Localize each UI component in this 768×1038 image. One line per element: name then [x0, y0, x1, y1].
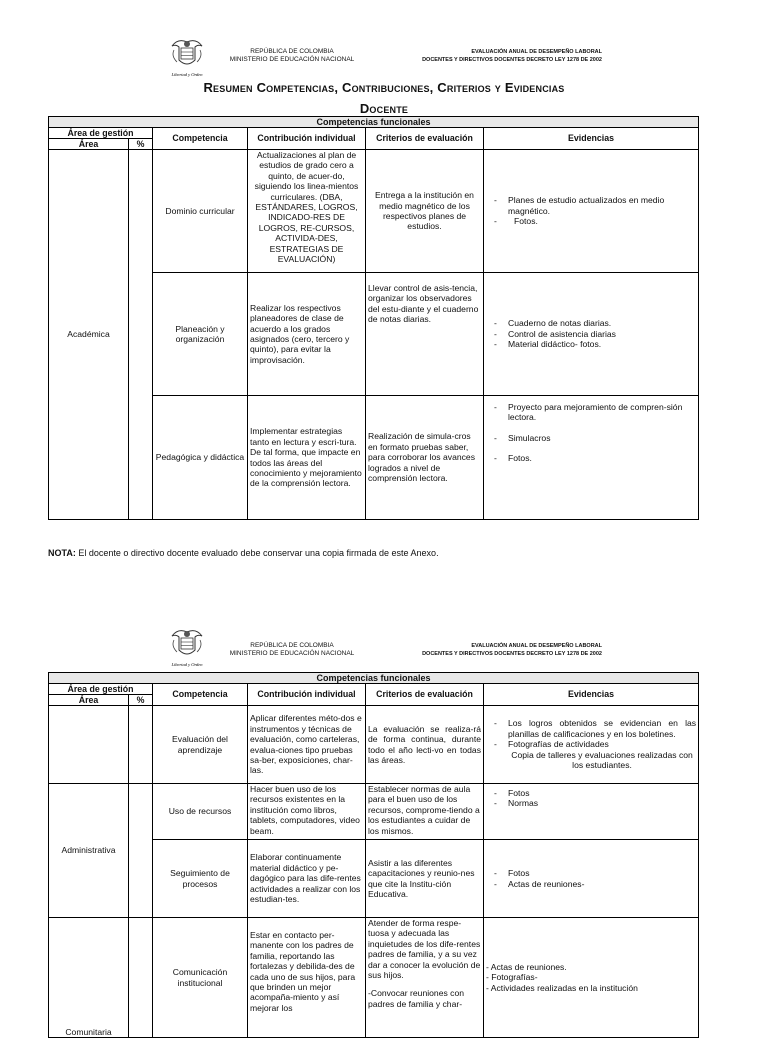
evidencias-cell: [484, 784, 699, 840]
area-header: Área: [49, 695, 129, 706]
evidencias-cell: [484, 273, 699, 396]
evidencias-cell: [484, 840, 699, 918]
list-item: - Fotos: [508, 788, 696, 798]
footnote: NOTA: El docente o directivo docente evaluado debe conservar una copia firmada de este Anexo.: [48, 548, 439, 558]
page-header-2: [0, 626, 768, 676]
evidencias-cell: [484, 706, 699, 784]
criterios-header: Criterios de evaluación: [366, 684, 484, 706]
criterios-cell: La evaluación se realiza-rá de forma continua, durante todo el año lecti-vo en todas las áreas.: [366, 706, 484, 784]
evidence-note: Copia de talleres y evaluaciones realizadas con los estudiantes.: [511, 749, 693, 771]
list-item: - Material didáctico- fotos.: [508, 339, 696, 349]
area-cell: [49, 706, 129, 784]
area-cell: Administrativa: [49, 784, 129, 918]
area-group-header: Área de gestión: [49, 684, 153, 695]
competencia-cell: Dominio curricular: [153, 150, 248, 273]
contribucion-cell: Actualizaciones al plan de estudios de grado cero a quinto, de acuer-do, siguiendo los linea-mientos curriculares. (DBA, ESTÁNDARES, LOGROS, INDICADO-RES DE LOGROS, RE-CURSOS, ACTIVIDA-DES, ESTRATEGIAS DE EVALUACIÓN): [248, 150, 366, 273]
competencies-table-1: [48, 116, 699, 520]
decree-label: DOCENTES Y DIRECTIVOS DOCENTES DECRETO LEY 1278 DE 2002: [422, 57, 602, 63]
area-cell: Académica: [49, 150, 129, 520]
evidencias-cell: [484, 396, 699, 520]
list-item: - Proyecto para mejoramiento de compren-sión lectora.: [508, 402, 696, 423]
band-header: Competencias funcionales: [49, 117, 699, 128]
list-item: - Fotos: [508, 868, 696, 878]
table-row: [49, 150, 699, 273]
ministry-label: MINISTERIO DE EDUCACIÓN NACIONAL: [229, 56, 355, 63]
list-item: - Los logros obtenidos se evidencian en las planillas de calificaciones y en los boletines.: [508, 718, 696, 739]
contribucion-cell: Hacer buen uso de los recursos existentes en la institución como libros, tablets, computadores, video beam.: [248, 784, 366, 840]
percent-cell: [129, 706, 153, 784]
competencia-cell: Evaluación del aprendizaje: [153, 706, 248, 784]
area-cell: Comunitaria: [49, 918, 129, 1038]
percent-cell: [129, 150, 153, 520]
evidencias-header: Evidencias: [484, 684, 699, 706]
svg-text:Libertad y Orden: Libertad y Orden: [171, 72, 203, 77]
competencies-table-2: [48, 672, 699, 1038]
evidencias-header: Evidencias: [484, 128, 699, 150]
contribucion-cell: Realizar los respectivos planeadores de clase de acuerdo a los grados asignados (cero, tercero y quinto), para evitar la improvisación.: [248, 273, 366, 396]
list-item: - Cuaderno de notas diarias.: [508, 318, 696, 328]
list-item: - Actas de reuniones.: [486, 961, 567, 972]
competencia-cell: Planeación y organización: [153, 273, 248, 396]
list-item: - Normas: [508, 798, 696, 808]
competencia-header: Competencia: [153, 684, 248, 706]
evaluation-label: EVALUACIÓN ANUAL DE DESEMPEÑO LABORAL: [471, 49, 602, 55]
list-item: - Fotografías-: [486, 972, 538, 983]
list-item: - Fotos.: [508, 453, 696, 463]
area-group-header: Área de gestión: [49, 128, 153, 139]
criterios-cell: Realización de simula-cros en formato pruebas saber, para corroborar los avances logrados a nivel de comprensión lectora.: [366, 396, 484, 520]
evidencias-cell: [484, 150, 699, 273]
evidencias-cell: [484, 918, 699, 1038]
coat-of-arms-icon: [168, 36, 206, 80]
criterios-cell: Establecer normas de aula para el buen uso de los recursos, comprome-tiendo a los estudiantes a cuidar de los mismos.: [366, 784, 484, 840]
area-header: Área: [49, 139, 129, 150]
list-item: - Control de asistencia diarias: [508, 329, 696, 339]
ministry-label: MINISTERIO DE EDUCACIÓN NACIONAL: [229, 650, 355, 657]
percent-cell: [129, 784, 153, 918]
page-header: [0, 36, 768, 86]
competencia-cell: Pedagógica y didáctica: [153, 396, 248, 520]
percent-header: %: [129, 139, 153, 150]
contribucion-cell: Estar en contacto per-manente con los padres de familia, reportando las fortalezas y debilida-des de cada uno de sus hijos, para que brinden un mejor acompaña-miento y así mejorar los: [248, 918, 366, 1038]
table-row: [49, 918, 699, 1038]
republic-label: REPÚBLICA DE COLOMBIA: [250, 642, 334, 649]
competencia-cell: Comunicación institucional: [153, 918, 248, 1038]
list-item: - Fotografías de actividades: [508, 739, 696, 749]
list-item: - Simulacros: [508, 433, 696, 443]
evaluation-label: EVALUACIÓN ANUAL DE DESEMPEÑO LABORAL: [471, 643, 602, 649]
contribucion-cell: Implementar estrategias tanto en lectura y escri-tura. De tal forma, que impacte en todos las áreas del conocimiento y mejoramiento de la comprensión lectora.: [248, 396, 366, 520]
percent-header: %: [129, 695, 153, 706]
criterios-header: Criterios de evaluación: [366, 128, 484, 150]
contribucion-header: Contribución individual: [248, 684, 366, 706]
list-item: - Fotos.: [508, 216, 696, 226]
competencia-cell: Seguimiento de procesos: [153, 840, 248, 918]
document-title: Resumen Competencias, Contribuciones, Criterios y Evidencias Docente: [203, 80, 565, 116]
criterios-cell: Llevar control de asis-tencia, organizar los observadores del estu-diante y el cuaderno de notas diarias.: [366, 273, 484, 396]
list-item: - Actividades realizadas en la institución: [486, 982, 638, 993]
table-row: [49, 784, 699, 840]
competencia-header: Competencia: [153, 128, 248, 150]
list-item: - Actas de reuniones-: [508, 879, 696, 889]
republic-label: REPÚBLICA DE COLOMBIA: [250, 48, 334, 55]
contribucion-cell: Aplicar diferentes méto-dos e instrumentos y técnicas de evaluación, como carteleras, evalua-ciones tipo pruebas sa-ber, exposiciones, char-las.: [248, 706, 366, 784]
list-item: - Planes de estudio actualizados en medio magnético.: [508, 195, 696, 216]
criterios-cell: Asistir a las diferentes capacitaciones y reunio-nes que cite la Institu-ción Educativa.: [366, 840, 484, 918]
criterios-cell: Atender de forma respe-tuosa y adecuada las inquietudes de los dife-rentes padres de familia, y a su vez dar a conocer la evolución de sus hijos. -Convocar reuniones con padres de familia y char-: [366, 918, 484, 1038]
band-header: Competencias funcionales: [49, 673, 699, 684]
criterios-cell: Entrega a la institución en medio magnético de los respectivos planes de estudios.: [366, 150, 484, 273]
decree-label: DOCENTES Y DIRECTIVOS DOCENTES DECRETO LEY 1278 DE 2002: [422, 651, 602, 657]
competencia-cell: Uso de recursos: [153, 784, 248, 840]
coat-of-arms-icon: [168, 626, 206, 670]
table-row: [49, 706, 699, 784]
contribucion-cell: Elaborar continuamente material didáctico y pe-dagógico para las dife-rentes actividades a realizar con los estudian-tes.: [248, 840, 366, 918]
svg-text:Libertad y Orden: Libertad y Orden: [171, 662, 203, 667]
contribucion-header: Contribución individual: [248, 128, 366, 150]
percent-cell: [129, 918, 153, 1038]
